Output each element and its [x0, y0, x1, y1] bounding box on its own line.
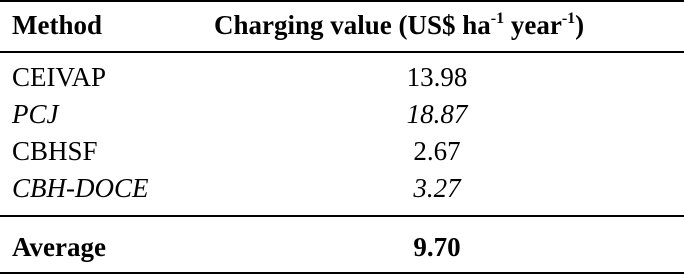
header-rule: [0, 51, 684, 53]
cell-method: CBH-DOCE: [12, 173, 149, 203]
table-body: [0, 59, 684, 207]
cell-value: 13.98: [406, 62, 468, 92]
cell-value: 3.27: [413, 173, 461, 203]
header-charging-value: [214, 8, 584, 42]
table-header-row: [0, 2, 684, 51]
cell-method: PCJ: [12, 99, 59, 129]
average-row: [0, 219, 684, 272]
header-value-prefix: Charging value (US$ ha: [214, 10, 491, 40]
header-method: Method: [12, 10, 102, 40]
table-row: [0, 133, 684, 170]
header-value-mid: year: [504, 10, 562, 40]
cell-value: 2.67: [413, 136, 461, 166]
cell-value: 18.87: [406, 99, 468, 129]
average-value: 9.70: [413, 232, 461, 262]
table-row: [0, 170, 684, 207]
table-row: [0, 96, 684, 133]
average-label: Average: [12, 232, 106, 262]
header-value-exp2: -1: [561, 10, 576, 27]
cell-method: CEIVAP: [12, 62, 107, 92]
cell-method: CBHSF: [12, 136, 98, 166]
table-row: [0, 59, 684, 96]
average-rule: [0, 215, 684, 217]
header-value-exp1: -1: [490, 10, 505, 27]
header-value-suffix: ): [575, 10, 585, 40]
